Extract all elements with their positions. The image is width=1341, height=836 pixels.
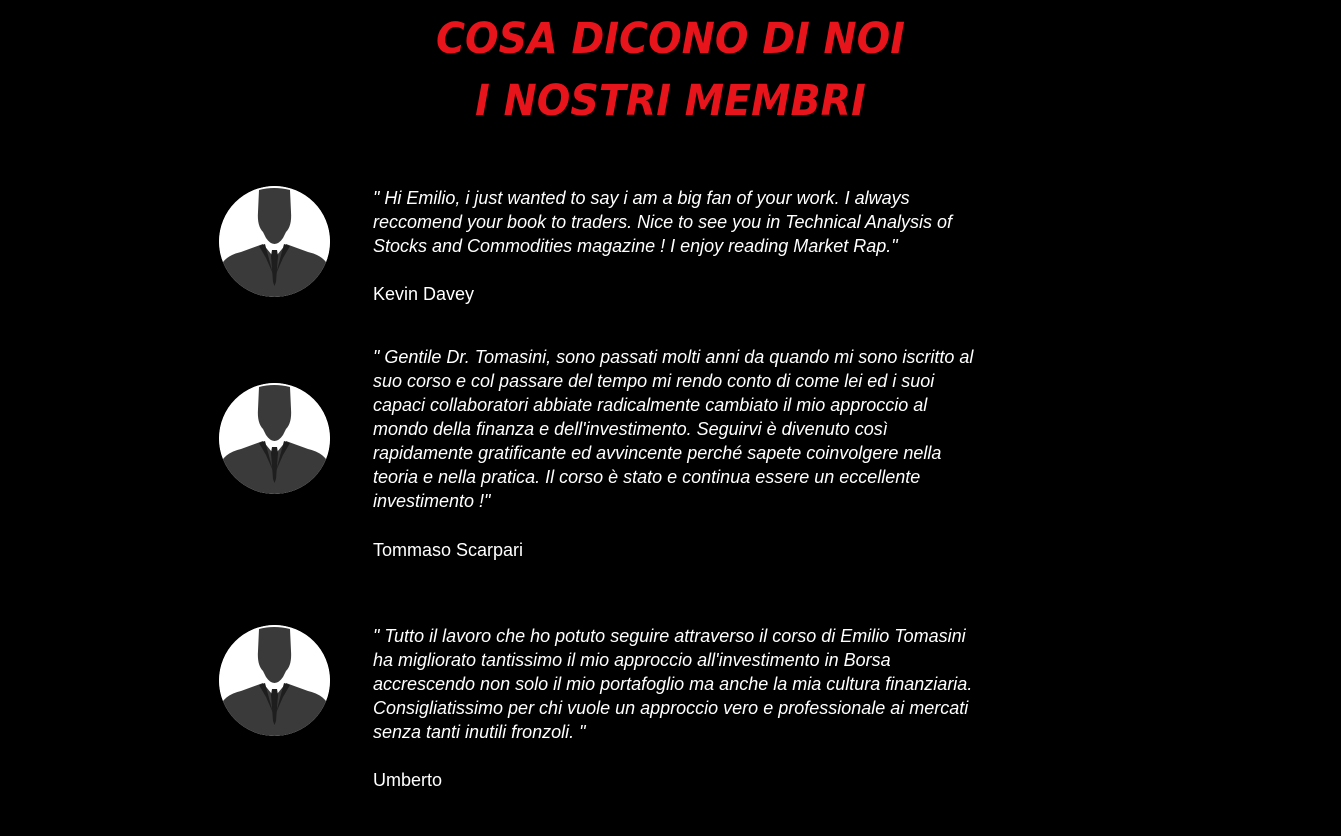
testimonial-author: Tommaso Scarpari [373, 540, 524, 560]
businessman-silhouette-icon [219, 383, 330, 494]
testimonial-quote: " Gentile Dr. Tomasini, sono passati molti anni da quando mi sono iscritto al suo corso e col passare del tempo mi rendo conto di come lei ed i suoi capaci collaboratori abbiate radicalmente cambiato il mio approccio al mondo della finanza e dell'investimento. Seguirvi è divenuto così rapidamente gratificante ed avvincente perché sapete coinvolgere nella teoria e nella pratica. Il corso è stato e continua essere un eccellente investimento !" [373, 347, 974, 511]
businessman-silhouette-icon [219, 186, 330, 297]
testimonial-author: Kevin Davey [373, 284, 475, 304]
heading-line-2: I NOSTRI MEMBRI [475, 76, 866, 126]
businessman-silhouette-icon [219, 625, 330, 736]
testimonial-quote: " Tutto il lavoro che ho potuto seguire attraverso il corso di Emilio Tomasini ha migliorato tantissimo il mio approccio all'investimento in Borsa accrescendo non solo il mio portafoglio ma anche la mia cultura finanziaria. Consigliatissimo per chi vuole un approccio vero e professionale ai mercati senza tanti inutili fronzoli. " [373, 626, 973, 742]
section-heading [54, 8, 1288, 132]
heading-line-1: COSA DICONO DI NOI [435, 14, 906, 64]
testimonial-quote: " Hi Emilio, i just wanted to say i am a big fan of your work. I always reccomend your book to traders. Nice to see you in Technical Analysis of Stocks and Commodities magazine ! I enjoy reading Market Rap." [373, 188, 952, 256]
testimonial-author: Umberto [373, 770, 443, 790]
